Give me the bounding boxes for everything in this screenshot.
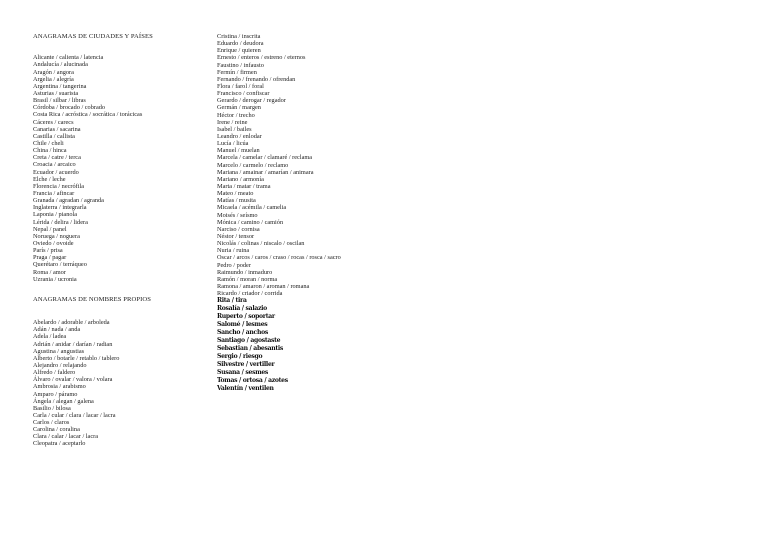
list-item: Fermín / firmen (217, 68, 257, 76)
list-item: Santiago / agostaste (217, 337, 281, 345)
list-item: Marta / matar / trama (217, 182, 271, 190)
list-item: Laponia / pianola (33, 211, 78, 219)
list-item: Granada / agradan / agranda (33, 197, 104, 205)
list-item: Oscar / arcos / caros / craso / rocas / rosca / sacro (217, 254, 341, 262)
section-title-names: ANAGRAMAS DE NOMBRES PROPIOS (33, 295, 152, 303)
names-list-handwritten (217, 297, 417, 393)
list-item: Inglaterra / integrarla (33, 204, 87, 212)
right-column (217, 33, 417, 393)
list-item: Fernando / frenando / ofrendan (217, 75, 296, 83)
list-item: Raimundo / inmaduro (217, 268, 273, 276)
list-item: Flora / farol / foral (217, 82, 264, 90)
list-item: Ambrosia / arabismo (33, 383, 86, 391)
cities-list (33, 54, 208, 283)
list-item: Aragón / angora (33, 68, 74, 76)
list-item: Micaela / acémila / camelia (217, 204, 287, 212)
list-item: Amparo / páramo (33, 390, 78, 398)
list-item: Mariano / armonía (217, 175, 264, 183)
list-item: Carolina / coralina (33, 426, 80, 434)
list-item: Alberto / botarle / retablo / tablero (33, 354, 120, 362)
list-item: Agustina / angustias (33, 347, 85, 355)
list-item: Argentina / tangerina (33, 82, 87, 90)
list-item: Chile / cheli (33, 139, 64, 147)
list-item: Praga / pagar (33, 254, 67, 262)
names-list-left (33, 319, 208, 448)
list-item: Alejandro / relajando (33, 361, 87, 369)
list-item: Costa Rica / acróstica / socrática / torácicas (33, 111, 143, 119)
list-item: Mónica / camino / camión (217, 218, 284, 226)
list-item: Adela / ladea (33, 333, 67, 341)
list-item: Ángela / alegan / galena (33, 397, 94, 405)
list-item: Mateo / meato (217, 190, 254, 198)
list-item: Narciso / cornisa (217, 225, 260, 233)
list-item: Canarias / sacarina (33, 125, 81, 133)
list-item: Francia / afincar (33, 189, 75, 197)
list-item: Faustino / infausto (217, 61, 264, 69)
list-item: Ricardo / criador / corrida (217, 290, 283, 298)
list-item: Carla / cular / clara / lacar / lacra (33, 411, 116, 419)
list-item: Susana / sesmes (217, 369, 269, 377)
list-item: Alicante / calienta / latencia (33, 54, 104, 62)
list-item: Moisés / seísmo (217, 211, 258, 219)
list-item: Elche / leche (33, 175, 66, 183)
names-list-right (217, 33, 417, 297)
list-item: Uzrania / ucronia (33, 275, 77, 283)
list-item: Castilla / callista (33, 132, 75, 140)
list-item: Cleopatra / aceptarlo (33, 440, 86, 448)
list-item: Cristina / inscrita (217, 33, 261, 40)
list-item: Oviedo / ovoide (33, 239, 74, 247)
list-item: Rita / tira (217, 297, 247, 305)
list-item: Marcelo / carmelo / reclamo (217, 161, 289, 169)
list-item: Rosalía / salazio (217, 305, 267, 313)
list-item: Álvaro / ovalar / valora / volara (33, 376, 113, 384)
list-item: Valentín / ventilen (217, 385, 274, 393)
list-item: Manuel / muelan (217, 147, 260, 155)
list-item: Pedro / poder (217, 261, 251, 269)
list-item: Leandro / enlodar (217, 132, 262, 140)
list-item: Croacia / arcaico (33, 161, 76, 169)
list-item: Florencia / necrófila (33, 182, 85, 190)
list-item: Enrique / quieren (217, 47, 261, 55)
list-item: China / hinca (33, 147, 67, 155)
list-item: Nuria / ruina (217, 247, 250, 255)
list-item: Ernesto / enteros / estreno / eternos (217, 54, 306, 62)
list-item: Noruega / noguera (33, 232, 80, 240)
list-item: Argelia / alegría (33, 75, 74, 83)
list-item: Ecuador / acuerdo (33, 168, 79, 176)
list-item: Lucía / licúa (217, 140, 249, 148)
list-item: Matías / musita (217, 197, 256, 205)
list-item: Eduardo / deudora (217, 40, 264, 48)
list-item: Sergio / riesgo (217, 353, 263, 361)
list-item: Nicolás / colinas / niscalo / oscilan (217, 240, 305, 248)
list-item: Andalucía / alucinada (33, 61, 88, 69)
list-item: Clara / calar / lacar / lacra (33, 433, 99, 441)
list-item: Isabel / bailes (217, 125, 252, 133)
list-item: Irene / reine (217, 118, 248, 126)
list-item: Gerardo / derogar / regador (217, 97, 286, 105)
list-item: Córdoba / brocado / cobrado (33, 104, 106, 112)
list-item: París / prisa (33, 247, 63, 255)
list-item: Héctor / trecho (217, 111, 255, 119)
list-item: Francisco / confiscar (217, 90, 270, 98)
list-item: Adán / nada / anda (33, 326, 81, 334)
list-item: Marcela / camelar / clamaré / reclama (217, 154, 313, 162)
list-item: Sebastian / abesantis (217, 345, 284, 353)
list-item: Cáceres / carecs (33, 118, 74, 126)
list-item: Adrián / anidar / darían / radian (33, 340, 113, 348)
list-item: Salomé / lesmes (217, 321, 268, 329)
list-item: Alfredo / faldero (33, 369, 76, 377)
list-item: Querétaro / terráqueo (33, 261, 87, 269)
list-item: Néstor / tensor (217, 232, 255, 240)
list-item: Basilio / bilosa (33, 404, 71, 412)
list-item: Germán / margen (217, 104, 261, 112)
list-item: Ruperto / soportar (217, 313, 275, 321)
list-item: Mariana / amainar / amarían / animara (217, 168, 314, 176)
list-item: Nepal / panel (33, 225, 67, 233)
list-item: Roma / amor (33, 268, 66, 276)
list-item: Brasil / silbar / libras (33, 97, 86, 105)
list-item: Ramón / moran / norma (217, 275, 278, 283)
list-item: Silvestre / vertiller (217, 361, 275, 369)
list-item: Abelardo / adorable / arboleda (33, 319, 110, 327)
list-item: Lérida / delira / lidera (33, 218, 88, 226)
list-item: Ramona / amaron / aroman / romana (217, 282, 310, 290)
list-item: Sancho / anchos (217, 329, 268, 337)
list-item: Carlos / claros (33, 419, 70, 427)
list-item: Creta / catre / terca (33, 154, 81, 162)
section-title-cities: ANAGRAMAS DE CIUDADES Y PAÍSES (33, 33, 153, 40)
list-item: Tomas / ortosa / azotes (217, 377, 288, 385)
left-column (33, 33, 208, 448)
list-item: Asturias / suarista (33, 90, 79, 97)
